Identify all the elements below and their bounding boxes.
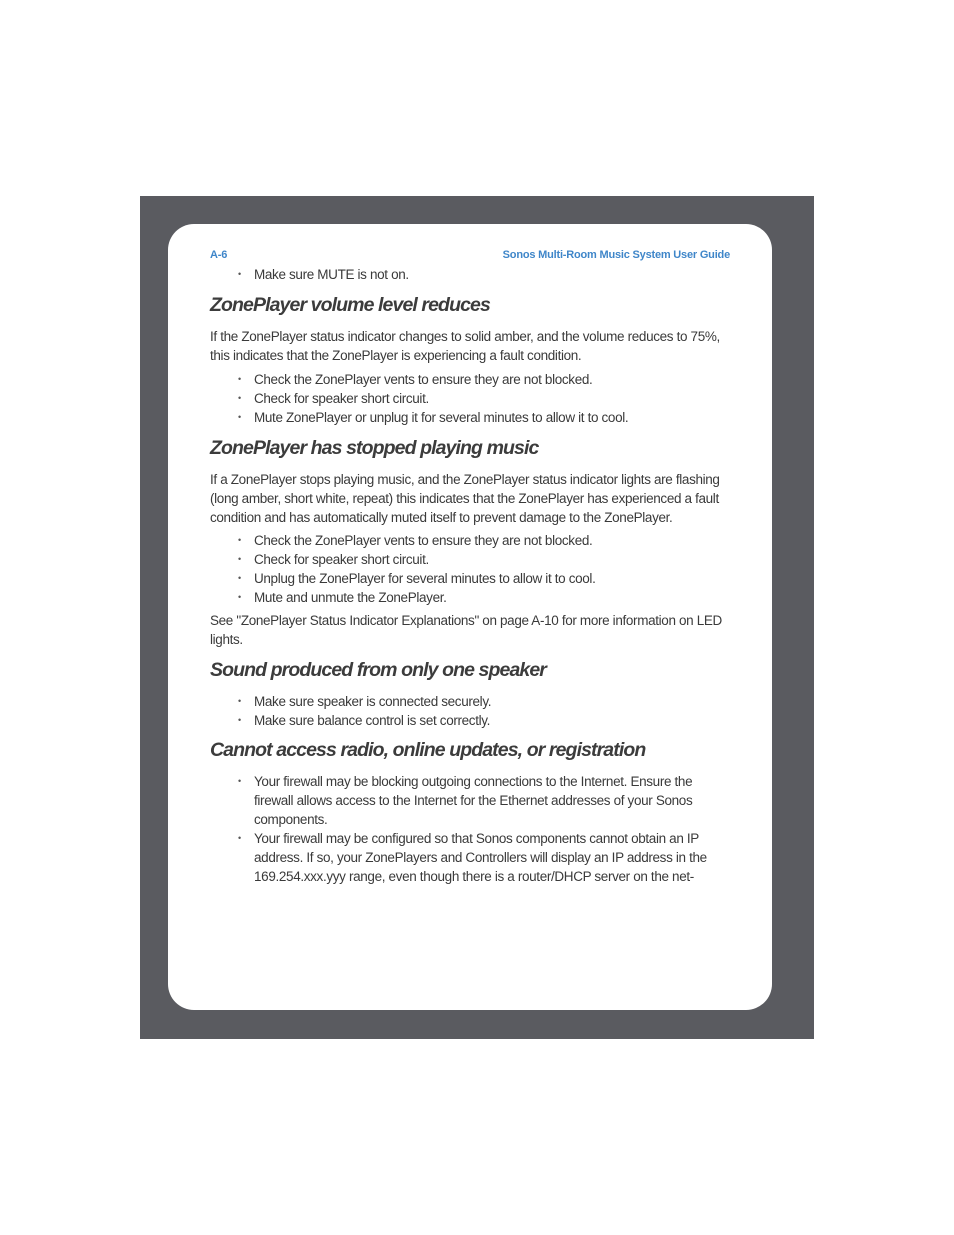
section-bullet-list — [210, 370, 732, 427]
section-bullet-list — [210, 692, 732, 730]
section-paragraph: If a ZonePlayer stops playing music, and the ZonePlayer status indicator lights are flashing (long amber, short white, repeat) this indicates that the ZonePlayer has experienced a fault condition and has automatically muted itself to prevent damage to the ZonePlayer. — [210, 471, 720, 525]
list-item: • Check for speaker short circuit. — [210, 550, 732, 569]
list-item: • Check for speaker short circuit. — [210, 389, 732, 408]
guide-title: Sonos Multi-Room Music System User Guide — [502, 249, 730, 261]
intro-bullet-list — [210, 265, 732, 284]
list-item: • Make sure MUTE is not on. — [210, 265, 732, 284]
page-content — [210, 246, 732, 886]
list-item: • Check the ZonePlayer vents to ensure they are not blocked. — [210, 531, 732, 550]
section-bullet-list — [210, 772, 732, 886]
list-item: • Check the ZonePlayer vents to ensure they are not blocked. — [210, 370, 732, 389]
section-heading: ZonePlayer volume level reduces — [210, 294, 490, 316]
section-paragraph: If the ZonePlayer status indicator changes to solid amber, and the volume reduces to 75%, this indicates that the ZonePlayer is experiencing a fault condition. — [210, 329, 720, 363]
section-heading: Cannot access radio, online updates, or registration — [210, 739, 646, 761]
list-item: • Mute ZonePlayer or unplug it for several minutes to allow it to cool. — [210, 408, 732, 427]
page-header — [210, 246, 732, 265]
list-item: • Mute and unmute the ZonePlayer. — [210, 588, 732, 607]
list-item: • Make sure speaker is connected securely. — [210, 692, 732, 711]
list-item: • Make sure balance control is set correctly. — [210, 711, 732, 730]
list-item: • Your firewall may be blocking outgoing connections to the Internet. Ensure the firewall allows access to the Internet for the Ethernet addresses of your Sonos components. — [210, 772, 732, 829]
section-bullet-list — [210, 531, 732, 607]
section-heading: Sound produced from only one speaker — [210, 659, 546, 681]
list-item: • Your firewall may be configured so that Sonos components cannot obtain an IP address. If so, your ZonePlayers and Controllers will display an IP address in the 169.254.xxx.yyy range, even though there is a router/DHCP server on the net- — [210, 829, 732, 886]
section-note: See "ZonePlayer Status Indicator Explanations" on page A-10 for more information on LED lights. — [210, 613, 722, 647]
list-item: • Unplug the ZonePlayer for several minutes to allow it to cool. — [210, 569, 732, 588]
section-heading: ZonePlayer has stopped playing music — [210, 436, 539, 459]
page-number: A-6 — [210, 249, 228, 261]
